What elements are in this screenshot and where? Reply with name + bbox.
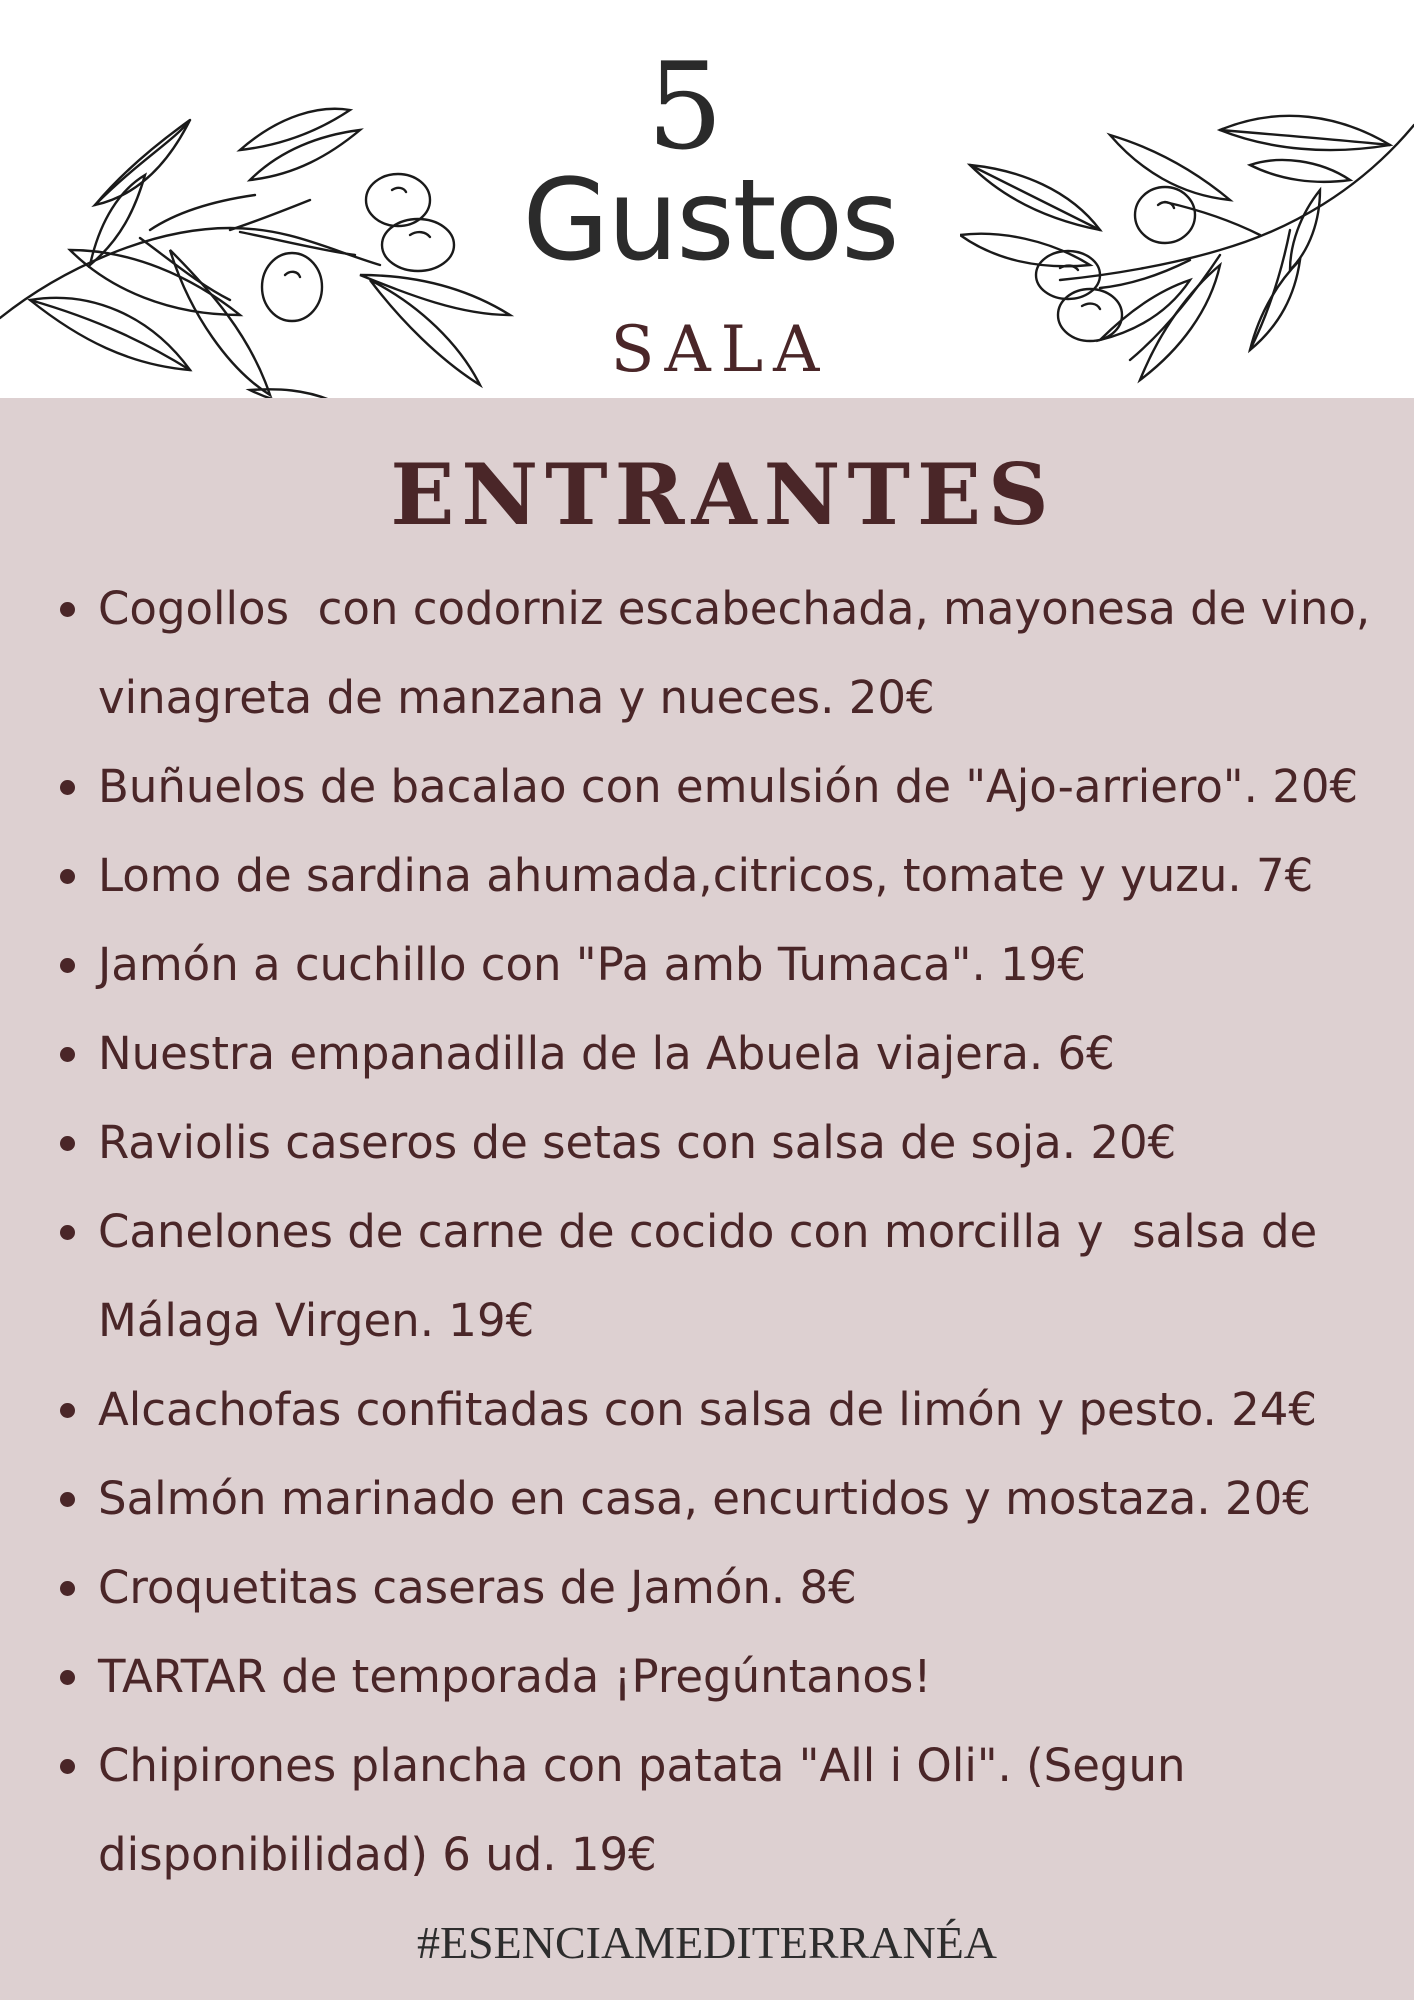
bullet-dot-icon	[60, 1403, 75, 1418]
logo-number: 5	[646, 38, 724, 177]
menu-item-text: Chipirones plancha con patata "All i Oli". (Segun disponibilidad) 6 ud. 19€	[98, 1739, 1200, 1881]
bullet-dot-icon	[60, 602, 75, 617]
bullet-dot-icon	[60, 1670, 75, 1685]
menu-item-text: Cogollos con codorniz escabechada, mayonesa de vino, vinagreta de manzana y nueces. 20€	[98, 582, 1385, 724]
menu-item-text: Nuestra empanadilla de la Abuela viajera. 6€	[98, 1027, 1115, 1080]
menu-item	[46, 1187, 1406, 1365]
bullet-dot-icon	[60, 958, 75, 973]
menu-item	[46, 1365, 1406, 1454]
menu-item	[46, 831, 1406, 920]
menu-item	[46, 1543, 1406, 1632]
bullet-dot-icon	[60, 1225, 75, 1240]
menu-panel	[0, 398, 1414, 2000]
bullet-dot-icon	[60, 1581, 75, 1596]
menu-item	[46, 1098, 1406, 1187]
logo-wordmark: Gustos	[522, 156, 898, 286]
header	[0, 0, 1414, 398]
menu-heading: ENTRANTES	[390, 445, 1056, 544]
menu-item	[46, 1721, 1406, 1899]
menu-list	[46, 564, 1406, 1899]
section-title: SALA	[610, 313, 830, 387]
menu-item-text: Croquetitas caseras de Jamón. 8€	[98, 1561, 857, 1614]
menu-item-text: Raviolis caseros de setas con salsa de soja. 20€	[98, 1116, 1177, 1169]
menu-item	[46, 920, 1406, 1009]
bullet-dot-icon	[60, 1047, 75, 1062]
olive-branch-left-icon	[0, 100, 520, 410]
menu-item-text: Jamón a cuchillo con "Pa amb Tumaca". 19€	[98, 938, 1086, 991]
bullet-dot-icon	[60, 1759, 75, 1774]
menu-item	[46, 1009, 1406, 1098]
menu-item-text: Alcachofas confitadas con salsa de limón y pesto. 24€	[98, 1383, 1318, 1436]
restaurant-logo	[520, 40, 900, 300]
bullet-dot-icon	[60, 1492, 75, 1507]
menu-item-text: Buñuelos de bacalao con emulsión de "Ajo-arriero". 20€	[98, 760, 1359, 813]
footer-hashtag: #ESENCIAMEDITERRANÉA	[416, 1917, 998, 1968]
menu-item-text: TARTAR de temporada ¡Pregúntanos!	[98, 1650, 932, 1703]
menu-item-text: Lomo de sardina ahumada,citricos, tomate y yuzu. 7€	[98, 849, 1314, 902]
menu-item	[46, 1632, 1406, 1721]
menu-item-text: Salmón marinado en casa, encurtidos y mostaza. 20€	[98, 1472, 1311, 1525]
menu-item	[46, 1454, 1406, 1543]
bullet-dot-icon	[60, 780, 75, 795]
menu-item	[46, 742, 1406, 831]
menu-item-text: Canelones de carne de cocido con morcilla y salsa de Málaga Virgen. 19€	[98, 1205, 1332, 1347]
olive-branch-right-icon	[960, 110, 1414, 400]
bullet-dot-icon	[60, 1136, 75, 1151]
bullet-dot-icon	[60, 869, 75, 884]
menu-item	[46, 564, 1406, 742]
